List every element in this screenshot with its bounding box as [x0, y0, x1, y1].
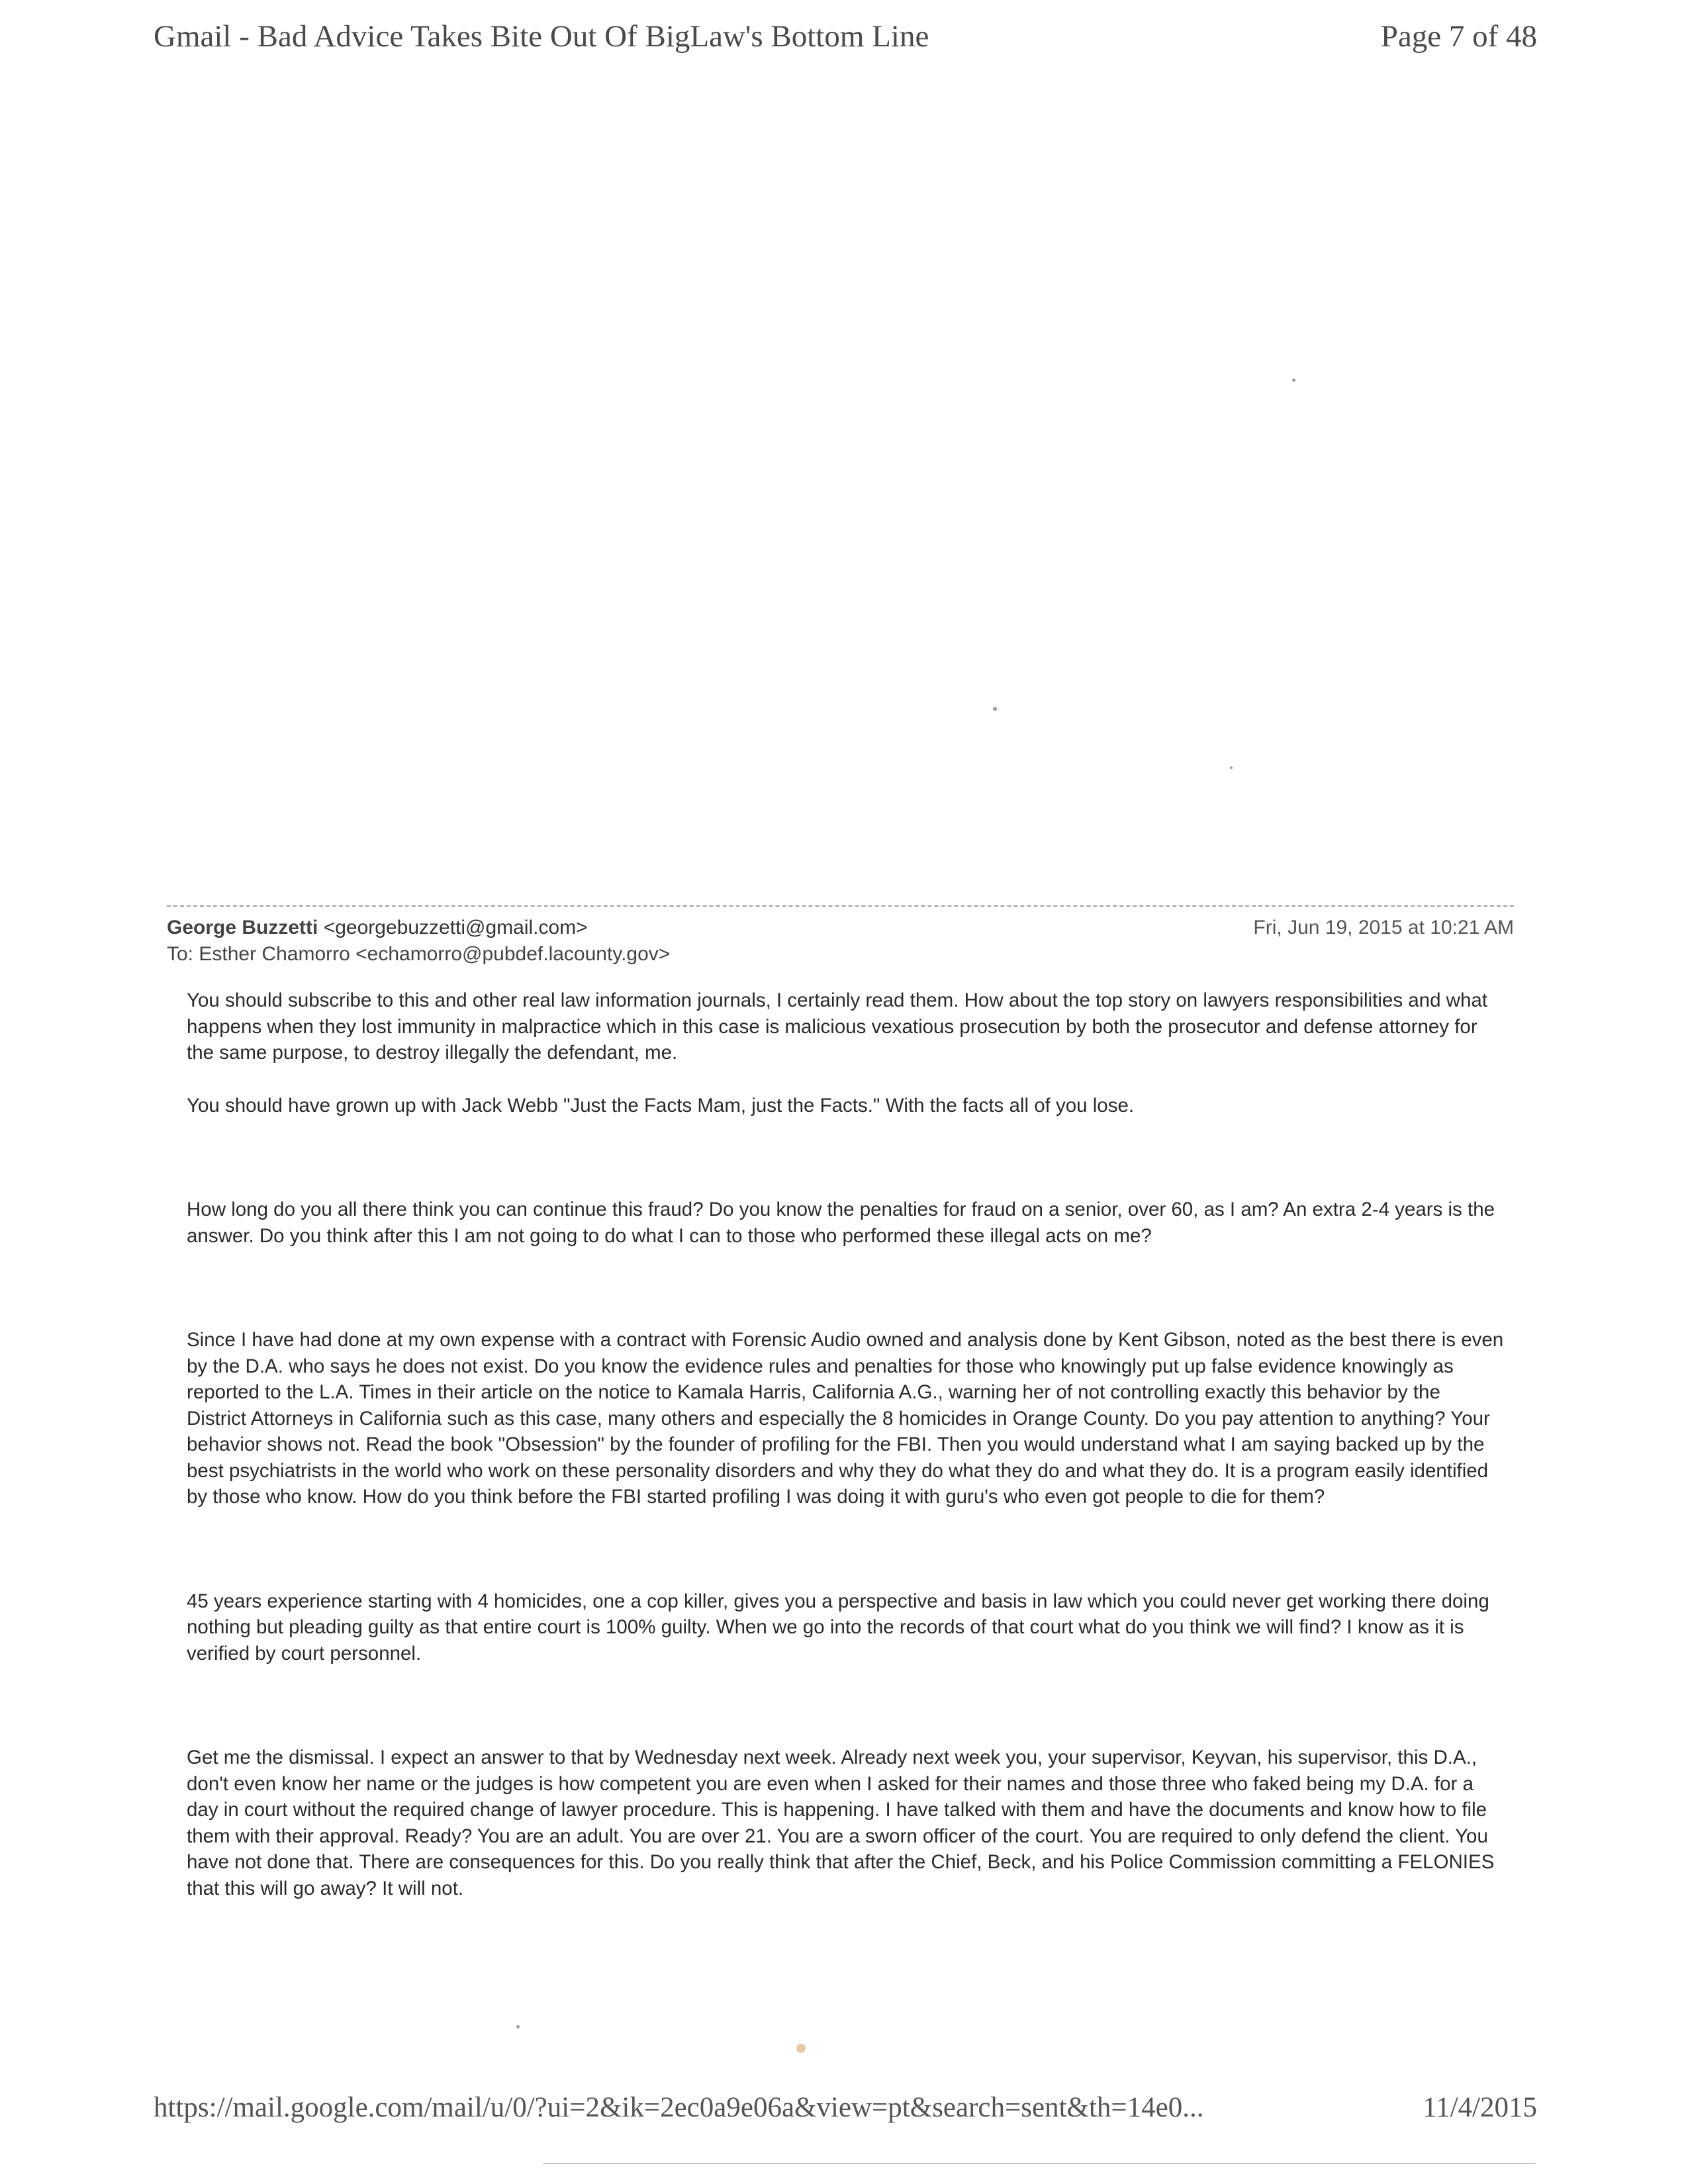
body-paragraph: You should subscribe to this and other real law information journals, I certainly read them. How about the top story on lawyers responsibilities and what happens when they lost immunity in malpractice which in this case is malicious vexatious prosecution by both the prosecutor and defense attorney for the same purpose, to destroy illegally the defendant, me. [187, 989, 1487, 1064]
recipient: Esther Chamorro <echamorro@pubdef.lacounty.gov> [199, 943, 671, 965]
message-header [167, 915, 1514, 968]
print-footer-url: https://mail.google.com/mail/u/0/?ui=2&ik=2ec0a9e06a&view=pt&search=sent&th=14e0... [154, 2092, 1204, 2123]
body-paragraph: How long do you all there think you can continue this fraud? Do you know the penalties for fraud on a senior, over 60, as I am? An extra 2-4 years is the answer. Do you think after this I am not going to do what I can to those who performed these illegal acts on me? [187, 1199, 1495, 1247]
print-header [154, 19, 1537, 58]
message-divider [167, 905, 1514, 907]
scan-speck [1230, 766, 1233, 769]
body-paragraph: You should have grown up with Jack Webb "Just the Facts Mam, just the Facts." With the facts all of you lose. [187, 1094, 1135, 1116]
body-paragraph: Get me the dismissal. I expect an answer to that by Wednesday next week. Already next week you, your supervisor, Keyvan, his supervisor, this D.A., don't even know her name or the judges is how competent you are even when I asked for their names and those three who faked being my D.A. for a day in court without the required change of lawyer procedure. This is happening. I have talked with them and have the documents and know how to file them with their approval. Ready? You are an adult. You are over 21. You are a sworn officer of the court. You are required to only defend the client. You have not done that. There are consequences for this. Do you really think that after the Chief, Beck, and his Police Commission committing a FELONIES that this will go away? It will not. [187, 1747, 1495, 1899]
page-number: Page 7 of 48 [1380, 19, 1537, 54]
body-paragraph: Since I have had done at my own expense with a contract with Forensic Audio owned and analysis done by Kent Gibson, noted as the best there is even by the D.A. who says he does not exist. Do you know the evidence rules and penalties for those who knowingly put up false evidence knowingly as reported to the L.A. Times in their article on the notice to Kamala Harris, California A.G., warning her of not controlling exactly this behavior by the District Attorneys in California such as this case, many others and especially the 8 homicides in Orange County. Do you pay attention to anything? Your behavior shows not. Read the book "Obsession" by the founder of profiling for the FBI. Then you would understand what I am saying backed up by the best psychiatrists in the world who work on these personality disorders and why they do what they do and what they do. It is a program easily identified by those who know. How do you think before the FBI started profiling I was doing it with guru's who even got people to die for them? [187, 1329, 1504, 1508]
scan-speck [1292, 379, 1295, 382]
sender-name: George Buzzetti [167, 917, 318, 938]
sender-email: <georgebuzzetti@gmail.com> [323, 917, 588, 938]
scan-speck [796, 2044, 806, 2053]
scan-speck [516, 2025, 520, 2028]
message-body [187, 987, 1504, 1901]
scan-speck [993, 707, 997, 711]
to-label: To: [167, 943, 194, 965]
from-line [167, 915, 1514, 941]
print-date: 11/4/2015 [1423, 2092, 1537, 2123]
body-paragraph: 45 years experience starting with 4 homicides, one a cop killer, gives you a perspective and basis in law which you could never get working there doing nothing but pleading guilty as that entire court is 100% guilty. When we go into the records of that court what do you think we will find? I know as it is verified by court personnel. [187, 1590, 1489, 1664]
print-header-title: Gmail - Bad Advice Takes Bite Out Of BigLaw's Bottom Line [154, 19, 929, 54]
to-line [167, 941, 1514, 968]
message-date: Fri, Jun 19, 2015 at 10:21 AM [1253, 917, 1514, 938]
print-footer [154, 2091, 1537, 2131]
bottom-rule [543, 2163, 1536, 2164]
